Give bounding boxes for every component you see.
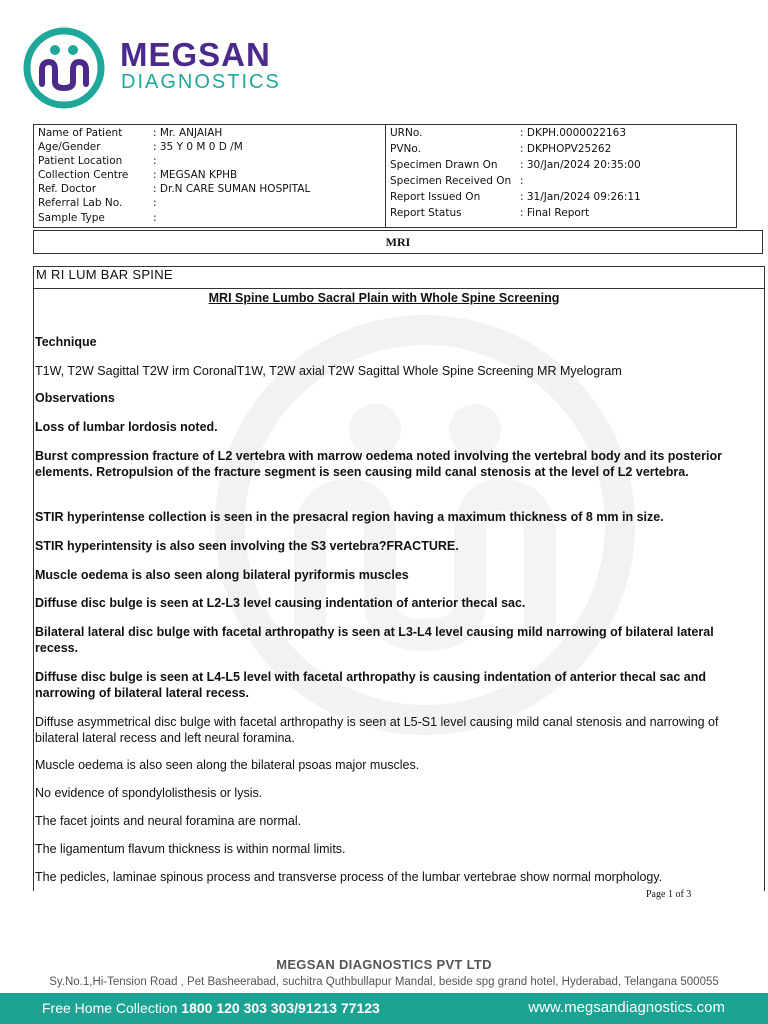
info-label: URNo.	[390, 127, 423, 139]
finding: Burst compression fracture of L2 vertebra with marrow oedema noted involving the vertebral body and its posterior elements. Retropulsion of the fracture segment is seen causing mild canal stenosis at the level of L2 vertebra.	[35, 449, 722, 479]
info-label: Specimen Received On	[390, 175, 512, 187]
info-value: : 31/Jan/2024 09:26:11	[520, 191, 641, 203]
brand-name: MEGSAN	[120, 36, 271, 73]
footer-bar	[0, 993, 768, 1024]
finding: The pedicles, laminae spinous process and transverse process of the lumbar vertebrae show normal morphology.	[35, 870, 663, 884]
report-title: MRI Spine Lumbo Sacral Plain with Whole Spine Screening	[208, 291, 560, 305]
info-value: : Final Report	[520, 207, 590, 219]
info-value: : DKPH.0000022163	[520, 127, 627, 139]
info-value: : 30/Jan/2024 20:35:00	[520, 159, 641, 171]
finding: Bilateral lateral disc bulge with facetal arthropathy is seen at L3-L4 level causing mild narrowing of bilateral lateral recess.	[35, 625, 714, 655]
website-link[interactable]: www.megsandiagnostics.com	[528, 999, 725, 1016]
department-heading: MRI	[33, 230, 763, 254]
megsan-logo-icon	[22, 26, 106, 110]
finding: The facet joints and neural foramina are normal.	[35, 814, 302, 828]
info-label: Ref. Doctor	[38, 183, 97, 195]
section-divider	[34, 288, 764, 289]
info-label: Age/Gender	[38, 141, 101, 153]
info-label: Collection Centre	[38, 169, 129, 181]
info-value: : 35 Y 0 M 0 D /M	[153, 141, 243, 153]
brand-subtitle: DIAGNOSTICS	[121, 71, 281, 93]
finding: Loss of lumbar lordosis noted.	[35, 420, 218, 434]
info-value: :	[153, 155, 157, 167]
info-label: Referral Lab No.	[38, 197, 123, 209]
info-value: : Dr.N CARE SUMAN HOSPITAL	[153, 183, 311, 195]
info-label: PVNo.	[390, 143, 421, 155]
info-label: Report Issued On	[390, 191, 481, 203]
info-value: : Mr. ANJAIAH	[153, 127, 223, 139]
page-number: Page 1 of 3	[646, 889, 692, 900]
info-value: :	[153, 212, 157, 224]
info-divider	[385, 125, 386, 227]
phone-numbers[interactable]: 1800 120 303 303/91213 77123	[181, 1000, 380, 1016]
finding: Muscle oedema is also seen along bilateral pyriformis muscles	[35, 568, 409, 582]
finding: Muscle oedema is also seen along the bilateral psoas major muscles.	[35, 758, 420, 772]
info-label: Sample Type	[38, 212, 105, 224]
info-value: : DKPHOPV25262	[520, 143, 612, 155]
patient-info-table	[33, 124, 737, 228]
technique-heading: Technique	[35, 335, 97, 349]
footer-collection	[42, 1000, 380, 1016]
info-label: Specimen Drawn On	[390, 159, 498, 171]
observations-heading: Observations	[35, 391, 115, 405]
finding: No evidence of spondylolisthesis or lysis.	[35, 786, 263, 800]
collection-label: Free Home Collection	[42, 1000, 178, 1016]
footer-address: Sy.No.1,Hi-Tension Road , Pet Basheerabad, suchitra Quthbullapur Mandal, beside spg grand hotel, Hyderabad, Telangana 500055	[49, 976, 719, 988]
info-label: Name of Patient	[38, 127, 123, 139]
finding: Diffuse disc bulge is seen at L2-L3 level causing indentation of anterior thecal sac.	[35, 596, 526, 610]
finding: STIR hyperintensity is also seen involving the S3 vertebra?FRACTURE.	[35, 539, 459, 553]
finding: Diffuse asymmetrical disc bulge with facetal arthropathy is seen at L5-S1 level causing mild canal stenosis and narrowing of bilateral lateral recess and left neural foramina.	[35, 715, 719, 745]
technique-text: T1W, T2W Sagittal T2W irm CoronalT1W, T2W axial T2W Sagittal Whole Spine Screening MR Myelogram	[35, 364, 622, 378]
info-value: :	[153, 197, 157, 209]
info-value: : MEGSAN KPHB	[153, 169, 238, 181]
finding: The ligamentum flavum thickness is within normal limits.	[35, 842, 346, 856]
section-title: M RI LUM BAR SPINE	[36, 267, 173, 282]
info-value: :	[520, 175, 524, 187]
footer-company: MEGSAN DIAGNOSTICS PVT LTD	[276, 957, 492, 972]
info-label: Patient Location	[38, 155, 123, 167]
info-label: Report Status	[390, 207, 462, 219]
report-body	[33, 266, 765, 891]
finding: STIR hyperintense collection is seen in the presacral region having a maximum thickness of 8 mm in size.	[35, 510, 664, 524]
finding: Diffuse disc bulge is seen at L4-L5 level with facetal arthropathy is causing indentation of anterior thecal sac and narrowing of bilateral lateral recess.	[35, 670, 706, 700]
